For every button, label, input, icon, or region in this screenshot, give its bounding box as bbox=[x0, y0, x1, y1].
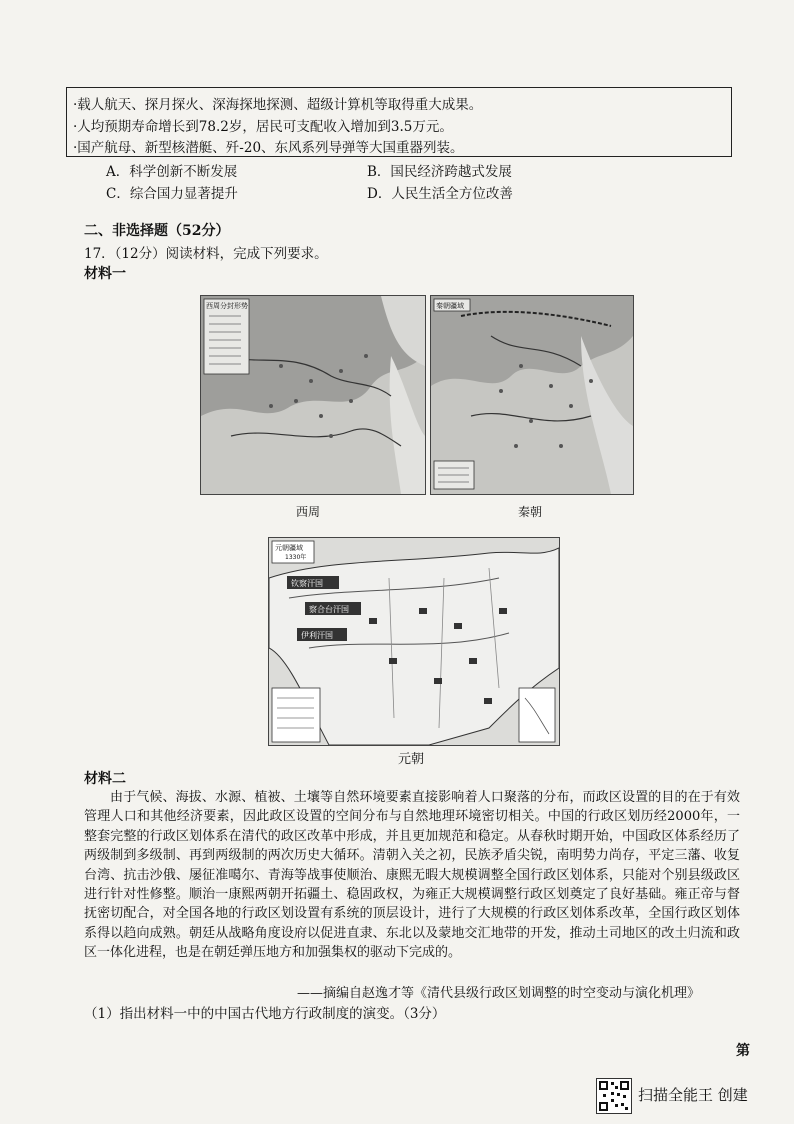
material-1-label: 材料一 bbox=[84, 266, 126, 282]
caption-qin: 秦朝 bbox=[518, 505, 543, 519]
map-qin bbox=[430, 295, 634, 495]
caption-yuan: 元朝 bbox=[398, 752, 425, 767]
yuan-label-chagatai: 察合台汗国 bbox=[309, 605, 349, 614]
qin-map-graphic bbox=[431, 296, 633, 494]
western-zhou-legend-title: 西周分封形势 bbox=[206, 302, 248, 310]
material-2-text: 由于气候、海拔、水源、植被、土壤等自然环境要素直接影响着人口聚落的分布，而政区设置的目的在于有效管理人口和其他经济要素，因此政区设置的空间分布与自然地理环境密切相关。中国的行政区划历经2000年，一整套完整的行政区划体系在清代的政区改革中形成，并且更加规范和稳定。从春秋时期开始，中国政区体系经历了两级制到多级制、再到两级制的两次历史大循环。清朝入关之初，民族矛盾尖锐，南明势力尚存，平定三藩、收复台湾、抗击沙俄、屡征准噶尔、青海等战事使顺治、康熙无暇大规模调整全国行政区划体系，只能对个别县级政区进行针对性修整。顺治一康熙两朝开拓疆土、稳固政权，为雍正大规模调整行政区划奠定了良好基础。雍正帝与督抚密切配合，对全国各地的行政区划设置有系统的顶层设计，进行了大规模的行政区划体系改革，全国行政区划体系得以趋向成熟。朝廷从战略角度设府以促进直隶、东北以及蒙地交汇地带的开发，推动土司地区的改土归流和政区一体化进程，也是在朝廷弹压地方和加强集权的驱动下完成的。 bbox=[84, 790, 740, 961]
question-1: （1）指出材料一中的中国古代地方行政制度的演变。（3分） bbox=[84, 1006, 446, 1022]
box-line-1: ·载人航天、探月探火、深海探地探测、超级计算机等取得重大成果。 bbox=[73, 97, 483, 113]
yuan-legend-year: 1330年 bbox=[285, 554, 307, 561]
material-2-label: 材料二 bbox=[84, 771, 126, 787]
material-2-source: ——摘编自赵逸才等《清代县级行政区划调整的时空变动与演化机理》 bbox=[297, 986, 701, 1001]
box-line-2: ·人均预期寿命增长到78.2岁，居民可支配收入增加到3.5万元。 bbox=[73, 119, 453, 135]
qr-code-icon bbox=[596, 1078, 632, 1114]
material-2-body bbox=[84, 788, 740, 963]
option-a: A．科学创新不断发展 bbox=[106, 164, 238, 180]
option-c: C．综合国力显著提升 bbox=[106, 186, 238, 202]
map-yuan bbox=[268, 537, 560, 746]
section-title: 二、非选择题（52分） bbox=[84, 223, 230, 239]
map-western-zhou bbox=[200, 295, 426, 495]
yuan-legend-title: 元朝疆域 bbox=[275, 544, 303, 552]
question-17-intro: 17．（12分）阅读材料，完成下列要求。 bbox=[84, 246, 328, 262]
yuan-map-graphic bbox=[269, 538, 559, 745]
yuan-label-ilkhanate: 伊利汗国 bbox=[301, 631, 333, 640]
option-d: D．人民生活全方位改善 bbox=[367, 186, 513, 202]
achievement-box bbox=[66, 87, 732, 157]
box-line-3: ·国产航母、新型核潜艇、歼-20、东风系列导弹等大国重器列装。 bbox=[73, 140, 464, 156]
qin-legend-title: 秦朝疆域 bbox=[436, 302, 464, 310]
western-zhou-map-graphic bbox=[201, 296, 425, 494]
yuan-label-kipchak: 钦察汗国 bbox=[291, 579, 323, 588]
page-number-fragment: 第 bbox=[736, 1043, 750, 1059]
scanner-watermark-text: 扫描全能王 创建 bbox=[638, 1086, 748, 1104]
option-b: B．国民经济跨越式发展 bbox=[367, 164, 512, 180]
caption-western-zhou: 西周 bbox=[296, 505, 321, 519]
